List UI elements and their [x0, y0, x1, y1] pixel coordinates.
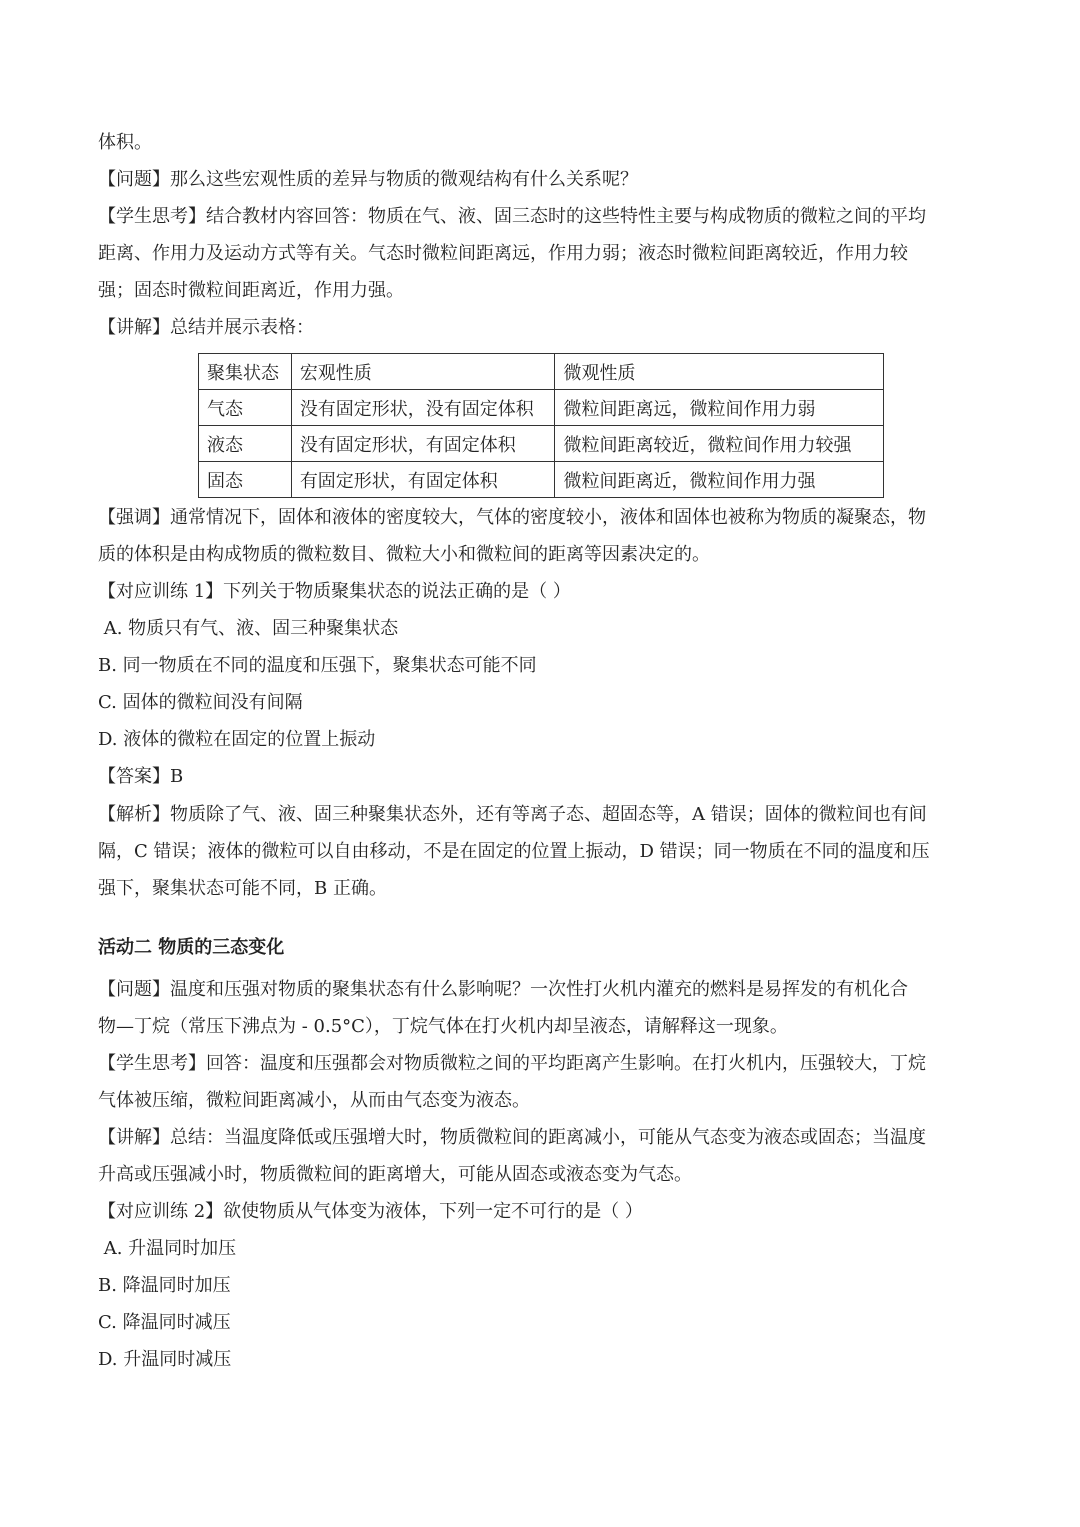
table-cell: 气态 — [199, 390, 292, 426]
student-think-2-line-1: 【学生思考】回答：温度和压强都会对物质微粒之间的平均距离产生影响。在打火机内，压强较大，丁烷 — [98, 1053, 926, 1074]
table-cell: 微粒间距离远，微粒间作用力弱 — [555, 390, 884, 426]
exercise-1-option-b: B. 同一物质在不同的温度和压强下，聚集状态可能不同 — [98, 655, 537, 676]
explain-2-line-2: 升高或压强减小时，物质微粒间的距离增大，可能从固态或液态变为气态。 — [98, 1164, 692, 1185]
table-row — [199, 462, 884, 498]
exercise-1-option-c: C. 固体的微粒间没有间隔 — [98, 692, 303, 713]
table-row — [199, 426, 884, 462]
table-header-cell: 宏观性质 — [291, 354, 555, 390]
student-think-1-line-2: 距离、作用力及运动方式等有关。气态时微粒间距离远，作用力弱；液态时微粒间距离较近，作用力较 — [98, 243, 908, 264]
exercise-1-analysis-line-1: 【解析】物质除了气、液、固三种聚集状态外，还有等离子态、超固态等，A 错误；固体的微粒间也有间 — [98, 804, 927, 825]
exercise-2-option-d: D. 升温同时减压 — [98, 1349, 232, 1370]
emphasis-line-1: 【强调】通常情况下，固体和液体的密度较大，气体的密度较小，液体和固体也被称为物质的凝聚态，物 — [98, 507, 926, 528]
table-cell: 固态 — [199, 462, 292, 498]
exercise-2-option-b: B. 降温同时加压 — [98, 1275, 231, 1296]
explain-1: 【讲解】总结并展示表格： — [98, 317, 314, 338]
student-think-1-line-1: 【学生思考】结合教材内容回答：物质在气、液、固三态时的这些特性主要与构成物质的微粒之间的平均 — [98, 206, 926, 227]
exercise-1-answer: 【答案】B — [98, 766, 184, 787]
intro-line: 体积。 — [98, 132, 152, 153]
table-cell: 液态 — [199, 426, 292, 462]
exercise-2-option-a: A. 升温同时加压 — [98, 1238, 237, 1259]
exercise-1-analysis-line-2: 隔，C 错误；液体的微粒可以自由移动，不是在固定的位置上振动，D 错误；同一物质在不同的温度和压 — [98, 841, 930, 862]
student-think-2-line-2: 气体被压缩，微粒间距离减小，从而由气态变为液态。 — [98, 1090, 530, 1111]
table-row — [199, 390, 884, 426]
table-cell: 微粒间距离较近，微粒间作用力较强 — [555, 426, 884, 462]
emphasis-line-2: 质的体积是由构成物质的微粒数目、微粒大小和微粒间的距离等因素决定的。 — [98, 544, 710, 565]
table-header-row — [199, 354, 884, 390]
question-2-line-1: 【问题】温度和压强对物质的聚集状态有什么影响呢？一次性打火机内灌充的燃料是易挥发的有机化合 — [98, 979, 908, 1000]
exercise-1-analysis-line-3: 强下，聚集状态可能不同，B 正确。 — [98, 878, 387, 899]
table-header-cell: 聚集状态 — [199, 354, 292, 390]
states-table — [198, 353, 884, 498]
explain-2-line-1: 【讲解】总结：当温度降低或压强增大时，物质微粒间的距离减小，可能从气态变为液态或固态；当温度 — [98, 1127, 926, 1148]
table-cell: 没有固定形状，没有固定体积 — [291, 390, 555, 426]
exercise-2-option-c: C. 降温同时减压 — [98, 1312, 231, 1333]
table-header-cell: 微观性质 — [555, 354, 884, 390]
activity-2-heading: 活动二 物质的三态变化 — [98, 937, 285, 958]
table-cell: 有固定形状，有固定体积 — [291, 462, 555, 498]
exercise-2-question: 【对应训练 2】欲使物质从气体变为液体，下列一定不可行的是（ ） — [98, 1201, 643, 1222]
exercise-1-option-d: D. 液体的微粒在固定的位置上振动 — [98, 729, 376, 750]
table-cell: 没有固定形状，有固定体积 — [291, 426, 555, 462]
exercise-1-question: 【对应训练 1】下列关于物质聚集状态的说法正确的是（ ） — [98, 581, 571, 602]
question-2-line-2: 物—丁烷（常压下沸点为 - 0.5°C），丁烷气体在打火机内却呈液态，请解释这一现象。 — [98, 1016, 788, 1037]
question-1: 【问题】那么这些宏观性质的差异与物质的微观结构有什么关系呢？ — [98, 169, 638, 190]
student-think-1-line-3: 强；固态时微粒间距离近，作用力强。 — [98, 280, 404, 301]
table-cell: 微粒间距离近，微粒间作用力强 — [555, 462, 884, 498]
exercise-1-option-a: A. 物质只有气、液、固三种聚集状态 — [98, 618, 399, 639]
